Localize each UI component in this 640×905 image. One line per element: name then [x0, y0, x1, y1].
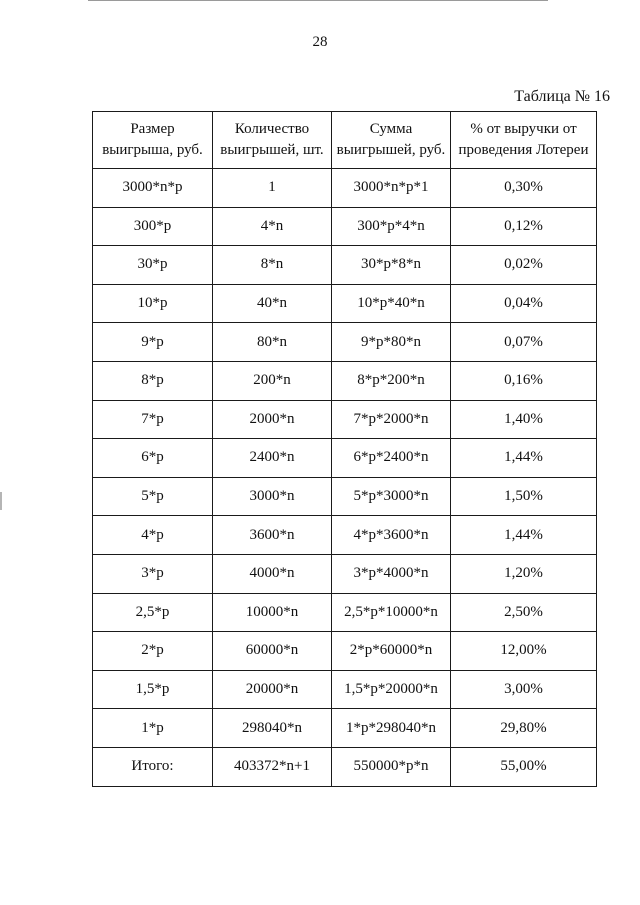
- cell-prize-sum: 6*p*2400*n: [332, 439, 451, 478]
- cell-prize-size: 2,5*p: [93, 593, 213, 632]
- table-row: [93, 284, 597, 323]
- cell-prize-sum: 1,5*p*20000*n: [332, 670, 451, 709]
- cell-prize-size: 10*p: [93, 284, 213, 323]
- cell-prize-sum: 300*p*4*n: [332, 207, 451, 246]
- cell-total-label: Итого:: [93, 747, 213, 786]
- header-line: выигрышей, руб.: [336, 142, 446, 158]
- cell-prize-sum: 3000*n*p*1: [332, 169, 451, 208]
- cell-prize-count: 298040*n: [213, 709, 332, 748]
- cell-prize-count: 60000*n: [213, 632, 332, 671]
- cell-revenue-percent: 29,80%: [451, 709, 597, 748]
- cell-prize-count: 3000*n: [213, 477, 332, 516]
- cell-prize-size: 5*p: [93, 477, 213, 516]
- table-row: [93, 361, 597, 400]
- cell-prize-size: 6*p: [93, 439, 213, 478]
- cell-prize-count: 3600*n: [213, 516, 332, 555]
- cell-prize-size: 8*p: [93, 361, 213, 400]
- header-revenue-percent: [451, 112, 597, 169]
- top-rule: [88, 0, 548, 1]
- header-line: Количество: [234, 121, 310, 137]
- cell-revenue-percent: 1,44%: [451, 516, 597, 555]
- cell-revenue-percent: 12,00%: [451, 632, 597, 671]
- cell-prize-size: 30*p: [93, 246, 213, 285]
- cell-total-percent: 55,00%: [451, 747, 597, 786]
- cell-prize-sum: 7*p*2000*n: [332, 400, 451, 439]
- header-row: [93, 112, 597, 169]
- cell-prize-count: 200*n: [213, 361, 332, 400]
- cell-revenue-percent: 1,50%: [451, 477, 597, 516]
- cell-prize-count: 10000*n: [213, 593, 332, 632]
- header-line: Сумма: [369, 121, 413, 137]
- cell-prize-sum: 1*p*298040*n: [332, 709, 451, 748]
- cell-revenue-percent: 2,50%: [451, 593, 597, 632]
- table-row: [93, 709, 597, 748]
- cell-revenue-percent: 0,04%: [451, 284, 597, 323]
- table-row: [93, 323, 597, 362]
- cell-prize-count: 80*n: [213, 323, 332, 362]
- cell-prize-sum: 10*p*40*n: [332, 284, 451, 323]
- cell-prize-count: 4000*n: [213, 554, 332, 593]
- cell-prize-count: 8*n: [213, 246, 332, 285]
- cell-revenue-percent: 0,16%: [451, 361, 597, 400]
- cell-prize-count: 4*n: [213, 207, 332, 246]
- cell-prize-size: 1,5*p: [93, 670, 213, 709]
- page-number: 28: [312, 34, 328, 50]
- header-prize-count: [213, 112, 332, 169]
- header-prize-size: [93, 112, 213, 169]
- cell-revenue-percent: 1,40%: [451, 400, 597, 439]
- scan-edge-mark: [0, 492, 2, 510]
- cell-revenue-percent: 0,30%: [451, 169, 597, 208]
- cell-prize-count: 40*n: [213, 284, 332, 323]
- cell-prize-size: 9*p: [93, 323, 213, 362]
- cell-prize-count: 2400*n: [213, 439, 332, 478]
- header-line: проведения Лотереи: [458, 142, 589, 158]
- table-row: [93, 554, 597, 593]
- table-row: [93, 593, 597, 632]
- table-row: [93, 207, 597, 246]
- table-row: [93, 516, 597, 555]
- table-row: [93, 632, 597, 671]
- cell-revenue-percent: 0,02%: [451, 246, 597, 285]
- table-row: [93, 670, 597, 709]
- header-line: выигрышей, шт.: [220, 142, 324, 158]
- cell-prize-count: 2000*n: [213, 400, 332, 439]
- cell-revenue-percent: 1,20%: [451, 554, 597, 593]
- cell-prize-sum: 9*p*80*n: [332, 323, 451, 362]
- table-row: [93, 439, 597, 478]
- table-row: [93, 169, 597, 208]
- table-caption: Таблица № 16: [514, 88, 610, 105]
- cell-prize-sum: 30*p*8*n: [332, 246, 451, 285]
- cell-total-count: 403372*n+1: [213, 747, 332, 786]
- header-line: Размер: [130, 121, 175, 137]
- cell-revenue-percent: 1,44%: [451, 439, 597, 478]
- cell-prize-sum: 5*p*3000*n: [332, 477, 451, 516]
- cell-prize-size: 1*p: [93, 709, 213, 748]
- cell-prize-size: 2*p: [93, 632, 213, 671]
- cell-prize-size: 4*p: [93, 516, 213, 555]
- header-line: % от выручки от: [470, 121, 577, 137]
- cell-prize-sum: 4*p*3600*n: [332, 516, 451, 555]
- header-line: выигрыша, руб.: [102, 142, 203, 158]
- cell-prize-size: 300*p: [93, 207, 213, 246]
- cell-prize-sum: 2*p*60000*n: [332, 632, 451, 671]
- cell-prize-size: 3000*n*p: [93, 169, 213, 208]
- cell-revenue-percent: 3,00%: [451, 670, 597, 709]
- cell-prize-size: 3*p: [93, 554, 213, 593]
- cell-prize-sum: 2,5*p*10000*n: [332, 593, 451, 632]
- cell-revenue-percent: 0,07%: [451, 323, 597, 362]
- table-row: [93, 477, 597, 516]
- header-prize-sum: [332, 112, 451, 169]
- cell-total-sum: 550000*p*n: [332, 747, 451, 786]
- table-row: [93, 400, 597, 439]
- cell-prize-count: 1: [213, 169, 332, 208]
- cell-prize-size: 7*p: [93, 400, 213, 439]
- total-row: [93, 747, 597, 786]
- cell-revenue-percent: 0,12%: [451, 207, 597, 246]
- table-row: [93, 246, 597, 285]
- prize-table: [92, 111, 597, 787]
- cell-prize-count: 20000*n: [213, 670, 332, 709]
- cell-prize-sum: 8*p*200*n: [332, 361, 451, 400]
- cell-prize-sum: 3*p*4000*n: [332, 554, 451, 593]
